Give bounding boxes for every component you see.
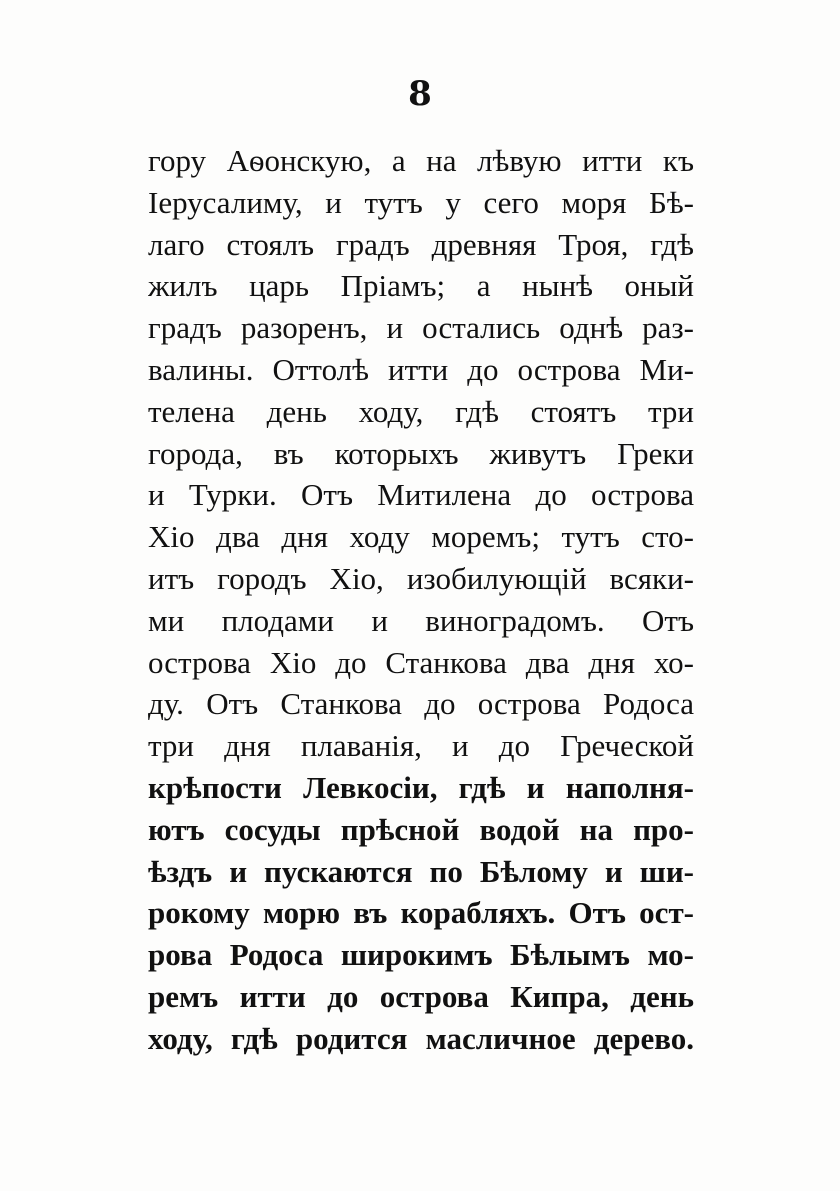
text-line: ходу, гдѣ родится масличное дерево. [148,1020,694,1056]
text-line: гору Аѳонскую, а на лѣвую итти къ [148,143,694,178]
text-line: Іерусалиму, и тутъ у сего моря Бѣ- [148,184,694,220]
text-line: телена день ходу, гдѣ стоятъ три [148,393,694,429]
text-line: три дня плаванія, и до Греческой [148,728,694,764]
text-line: ютъ сосуды прѣсной водой на про- [148,811,694,847]
text-line: ѣздъ и пускаются по Бѣлому и ши- [148,853,694,889]
text-line: жилъ царь Пріамъ; а нынѣ оный [148,268,694,304]
page-number: 8 [408,74,432,114]
text-line: города, въ которыхъ живутъ Греки [148,435,694,471]
text-line: рова Родоса широкимъ Бѣлымъ мо- [148,937,694,973]
text-line: ремъ итти до острова Кипра, день [148,978,694,1014]
text-line: валины. Оттолѣ итти до острова Ми- [148,351,694,387]
text-line: итъ городъ Хіо, изобилующій всяки- [148,560,694,596]
text-line: и Турки. Отъ Митилена до острова [148,477,694,513]
text-line: лаго стоялъ градъ древняя Троя, гдѣ [148,226,694,262]
text-line: Хіо два дня ходу моремъ; тутъ сто- [148,519,694,555]
body-text [148,140,694,1060]
text-line: ми плодами и виноградомъ. Отъ [148,602,694,638]
text-line: рокому морю въ корабляхъ. Отъ ост- [148,895,694,931]
text-line: крѣпости Левкосіи, гдѣ и наполня- [148,769,694,805]
text-line: ду. Отъ Станкова до острова Родоса [148,686,694,722]
text-line: градъ разоренъ, и остались однѣ раз- [148,310,694,346]
text-line: острова Хіо до Станкова два дня хо- [148,644,694,680]
